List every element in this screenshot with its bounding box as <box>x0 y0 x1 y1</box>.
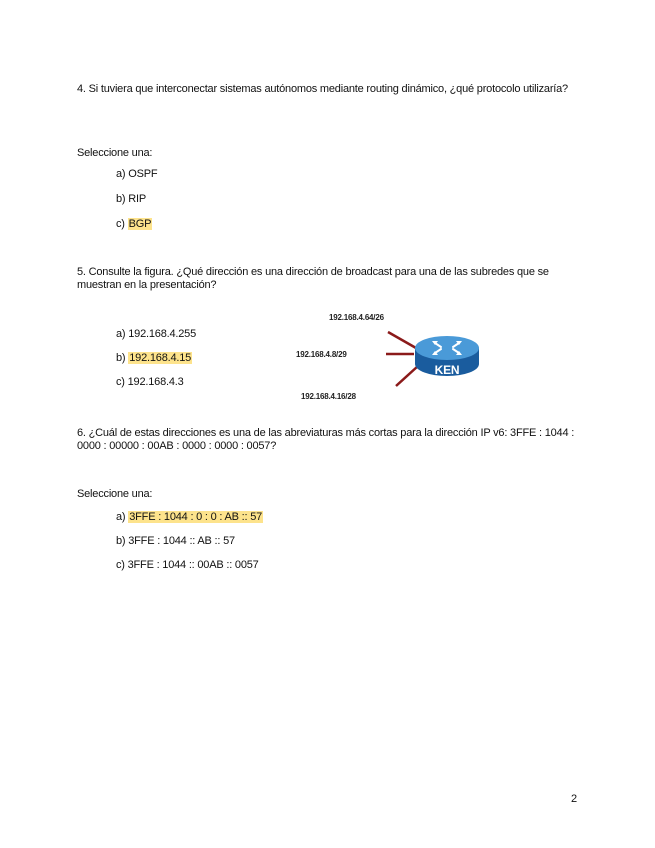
option-prefix: b) <box>116 193 129 205</box>
router-figure <box>290 308 500 408</box>
question-4-text: 4. Si tuviera que interconectar sistemas autónomos mediante routing dinámico, ¿qué protocolo utilizaría? <box>77 83 568 95</box>
option-text: 3FFE : 1044 :: AB :: 57 <box>128 535 235 547</box>
option-prefix: c) <box>116 559 128 571</box>
q5-option-a[interactable] <box>116 328 196 341</box>
network-label-top: 192.168.4.64/26 <box>329 313 384 322</box>
option-text-highlighted: 192.168.4.15 <box>129 352 192 364</box>
option-prefix: a) <box>116 168 129 180</box>
q6-option-c[interactable] <box>116 559 259 572</box>
router-icon <box>415 336 479 377</box>
q6-option-a[interactable] <box>116 511 263 524</box>
network-label-bottom: 192.168.4.16/28 <box>301 392 356 401</box>
page-number: 2 <box>571 793 577 805</box>
option-prefix: b) <box>116 352 129 364</box>
question-4-prompt: Seleccione una: <box>77 147 153 159</box>
option-prefix: a) <box>116 328 129 340</box>
question-5-text: 5. Consulte la figura. ¿Qué dirección es una dirección de broadcast para una de las subredes que se muestran en la presentación? <box>77 266 549 291</box>
option-text: OSPF <box>128 168 158 180</box>
q4-option-b[interactable] <box>116 193 146 206</box>
option-prefix: c) <box>116 218 128 230</box>
question-6-text: 6. ¿Cuál de estas direcciones es una de las abreviaturas más cortas para la dirección IP v6: 3FFE : 1044 : 0000 : 00000 : 00AB : 0000 : 0000 : 0057? <box>77 427 575 452</box>
q6-option-b[interactable] <box>116 535 235 548</box>
link-line-top <box>388 332 416 348</box>
option-prefix: a) <box>116 511 129 523</box>
router-label: KEN <box>434 363 460 377</box>
q4-option-c[interactable] <box>116 218 152 231</box>
option-text: RIP <box>128 193 146 205</box>
option-text: 192.168.4.255 <box>128 328 196 340</box>
option-text: 3FFE : 1044 :: 00AB :: 0057 <box>127 559 259 571</box>
q5-option-b[interactable] <box>116 352 192 365</box>
question-6-prompt: Seleccione una: <box>77 488 153 500</box>
option-text-highlighted: BGP <box>128 218 152 230</box>
option-text: 192.168.4.3 <box>127 376 184 388</box>
network-label-middle: 192.168.4.8/29 <box>296 350 347 359</box>
option-prefix: b) <box>116 535 129 547</box>
option-prefix: c) <box>116 376 128 388</box>
option-text-highlighted: 3FFE : 1044 : 0 : 0 : AB :: 57 <box>129 511 263 523</box>
q5-option-c[interactable] <box>116 376 184 389</box>
link-line-bottom <box>396 366 418 386</box>
q4-option-a[interactable] <box>116 168 157 181</box>
